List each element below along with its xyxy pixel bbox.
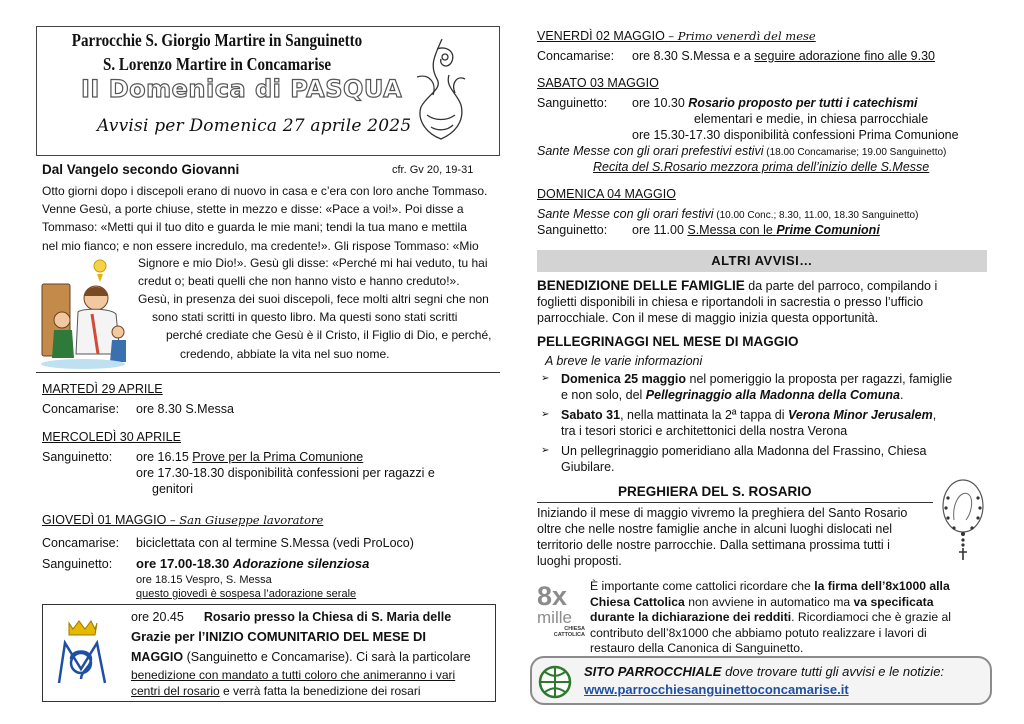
tuesday-event: ore 8.30 S.Messa xyxy=(136,402,234,416)
thursday-event-1: biciclettata con al termine S.Messa (vedi ProLoco) xyxy=(136,536,414,550)
saturday-time: ore 10.30 xyxy=(632,96,689,110)
saturday-place: Sanguinetto: xyxy=(537,96,608,110)
parish-name-2: S. Lorenzo Martire in Concamarise xyxy=(102,54,332,74)
gospel-line: Signore e mio Dio!». Gesù gli disse: «Perché mi hai veduto, tu hai xyxy=(138,256,488,270)
saturday-event-1 xyxy=(632,95,918,111)
rosary-month: MAGGIO xyxy=(131,650,184,664)
gospel-line: sono stati scritti in questo libro. Ma questi sono stati scritti xyxy=(152,310,458,325)
gospel-line: perché crediate che Gesù è il Cristo, il Figlio di Dio, e perché, xyxy=(166,328,492,343)
rosary-prayer-line: territorio delle nostre parrocchie. Dalla settimana prossima tutti i xyxy=(537,538,890,552)
family-blessing-text xyxy=(537,278,987,326)
gospel-text-wrap xyxy=(138,254,496,290)
sunday-place: Sanguinetto: xyxy=(537,223,608,237)
rosary-parishes: (Sanguinetto e Concamarise). Ci sarà la particolare xyxy=(183,650,471,664)
wednesday-event-2: ore 17.30-18.30 disponibilità confessioni per ragazzi e xyxy=(136,466,435,480)
pilgrimage-name-2: Verona Minor Jerusalem xyxy=(788,408,933,422)
website-caption xyxy=(584,664,944,680)
gospel-line: credendo, abbiate la vita nel suo nome. xyxy=(180,346,390,361)
friday-note: – Primo venerdì del mese xyxy=(668,29,816,43)
rosary-prayer-line: Iniziando il mese di maggio vivremo la preghiera del Santo Rosario xyxy=(537,506,908,520)
thursday-place-1: Concamarise: xyxy=(42,536,120,550)
8x1000-bold: durante la dichiarazione dei redditi xyxy=(590,610,792,624)
rosary-prayer-text xyxy=(537,505,933,569)
saturday-event-5: Recita del S.Rosario mezzora prima dell’inizio delle S.Messe xyxy=(593,160,930,174)
family-blessing-line: parrocchiale. Con il mese di maggio inizia questa opportunità. xyxy=(537,311,879,325)
rosary-announcement-box xyxy=(42,604,496,702)
saturday-mass-times: (18.00 Concamarise; 19.00 Sanguinetto) xyxy=(763,147,947,158)
jesus-thomas-illustration-icon xyxy=(38,254,128,370)
gospel-reference: cfr. Gv 20, 19-31 xyxy=(392,164,474,176)
list-item xyxy=(537,443,987,475)
day-heading-friday xyxy=(537,29,816,44)
wednesday-place: Sanguinetto: xyxy=(42,450,113,464)
8x1000-bold: Chiesa Cattolica xyxy=(590,594,685,609)
rosary-time: ore 20.45 xyxy=(131,610,184,624)
rosary-icon xyxy=(938,476,988,562)
other-notices-bar: ALTRI AVVISI… xyxy=(537,250,987,272)
rosary-prayer-heading: PREGHIERA DEL S. ROSARIO xyxy=(618,484,812,499)
gospel-line: nel mio fianco; e non essere incredulo, ma credente!». Gli rispose Tommaso: «Mio xyxy=(42,238,479,253)
risen-christ-icon xyxy=(407,35,477,143)
pilgrimage-text-2: , nella mattinata la 2ª tappa di xyxy=(620,408,788,422)
thursday-event-2 xyxy=(136,556,369,572)
parish-name-1: Parrocchie S. Giorgio Martire in Sanguinetto xyxy=(71,30,363,50)
sunday-masses: Sante Messe con gli orari festivi xyxy=(537,207,714,221)
friday-place: Concamarise: xyxy=(537,49,615,63)
rosary-grazie: Grazie per l’ xyxy=(131,629,206,644)
rosary-box-line-5 xyxy=(131,683,421,699)
sunday-time: ore 11.00 xyxy=(632,223,688,237)
pilgrimage-text-2b: tra i tesori storici e architettonici della nostra Verona xyxy=(561,424,848,438)
logo-chiesa: CHIESA xyxy=(564,626,585,632)
family-blessing-heading: BENEDIZIONE DELLE FAMIGLIE xyxy=(537,278,745,293)
pilgrimage-text-3b: Giubilare. xyxy=(561,460,615,474)
pilgrimage-date-2: Sabato 31 xyxy=(561,408,621,422)
wednesday-rehearsal: Prove per la Prima Comunione xyxy=(192,450,364,464)
thursday-place-2: Sanguinetto: xyxy=(42,557,113,571)
sunday-mass: S.Messa con le xyxy=(687,223,777,237)
thursday-adoration: Adorazione silenziosa xyxy=(232,556,370,571)
gospel-line: Venne Gesù, a porte chiuse, stette in mezzo e disse: «Pace a voi!». Poi disse a xyxy=(42,202,464,217)
saturday-event-3: ore 15.30-17.30 disponibilità confessioni Prima Comunione xyxy=(632,128,959,142)
8x1000-bold: va specificata xyxy=(853,594,934,609)
8x1000-line: non avviene in automatico ma xyxy=(684,594,854,609)
thursday-time: ore 17.00-18.30 xyxy=(136,556,233,571)
sunday-mass-times: (10.00 Conc.; 8.30, 11.00, 18.30 Sanguinetto) xyxy=(713,210,919,221)
rosary-box-line-3 xyxy=(131,649,471,665)
friday-mass: ore 8.30 S.Messa e a xyxy=(632,49,755,63)
rosary-box-line-4: benedizione con mandato a tutti coloro che animeranno i vari xyxy=(131,668,456,682)
thursday-date: GIOVEDÌ 01 MAGGIO xyxy=(42,513,167,527)
gospel-line: credut o; beati quelli che non hanno visto e hanno creduto!». xyxy=(138,274,460,289)
logo-cattolica: CATTOLICA xyxy=(553,632,585,638)
wednesday-event-3: genitori xyxy=(152,482,193,496)
logo-8x: 8x xyxy=(537,581,568,611)
pilgrimage-heading: PELLEGRINAGGI NEL MESE DI MAGGIO xyxy=(537,334,799,349)
8x1000-text xyxy=(590,579,987,657)
marian-monogram-icon xyxy=(51,619,113,689)
page-subtitle: Avvisi per Domenica 27 aprile 2025 xyxy=(97,116,412,136)
website-label: SITO PARROCCHIALE xyxy=(584,664,722,679)
8x1000-line: restauro della Canonica di Sanguinetto. xyxy=(590,641,804,655)
pilgrimage-list xyxy=(537,371,987,475)
friday-event xyxy=(632,48,935,64)
8x1000-line: . Ricordiamoci che è grazie al xyxy=(791,610,952,624)
page-title: II Domenica di PASQUA xyxy=(81,75,403,103)
pilgrimage-subheading: A breve le varie informazioni xyxy=(545,354,703,368)
rosary-prayer-line: luoghi proposti. xyxy=(537,554,622,568)
rosary-start: INIZIO COMUNITARIO DEL MESE DI xyxy=(205,629,426,644)
day-heading-wednesday: MERCOLEDÌ 30 APRILE xyxy=(42,430,181,444)
pilgrimage-name-1: Pellegrinaggio alla Madonna della Comuna xyxy=(645,388,901,402)
day-heading-saturday: SABATO 03 MAGGIO xyxy=(537,76,659,90)
website-description: dove trovare tutti gli avvisi e le notizie: xyxy=(721,664,945,679)
rosary-box-line-1 xyxy=(131,609,451,625)
friday-date: VENERDÌ 02 MAGGIO xyxy=(537,29,665,43)
gospel-line: Gesù, in presenza dei suoi discepoli, fece molti altri segni che non xyxy=(138,292,489,306)
sunday-first-communion: Prime Comunioni xyxy=(776,223,880,237)
logo-mille: mille xyxy=(537,608,572,627)
family-blessing-line: foglietti disponibili in chiesa e riportandoli in sacrestia o presso l’ufficio xyxy=(537,295,924,309)
8x1000-line: È importante come cattolici ricordare che xyxy=(590,579,815,593)
list-item: ➢ Domenica 25 maggio nel pomeriggio la proposta per ragazzi, famiglie e non solo, del Pellegrinaggio alla Madonna della Comuna. xyxy=(537,371,987,403)
sunday-event-2 xyxy=(632,222,880,238)
friday-adoration: seguire adorazione fino alle 9.30 xyxy=(754,49,935,63)
pilgrimage-text-1b: e non solo, del xyxy=(561,388,646,402)
gospel-heading: Dal Vangelo secondo Giovanni xyxy=(42,162,240,177)
saturday-event-2: elementari e medie, in chiesa parrocchiale xyxy=(694,112,929,126)
day-heading-sunday: DOMENICA 04 MAGGIO xyxy=(537,187,676,201)
rosary-place: Rosario presso la Chiesa di S. Maria delle xyxy=(203,610,452,624)
rosary-blessing: e verrà fatta la benedizione dei rosari xyxy=(219,684,421,698)
website-link[interactable]: www.parrocchiesanguinettoconcamarise.it xyxy=(584,682,849,697)
divider xyxy=(537,502,933,503)
thursday-event-4: questo giovedì è sospesa l’adorazione serale xyxy=(136,588,357,600)
gospel-text-top xyxy=(42,182,496,255)
globe-icon xyxy=(538,665,572,699)
divider xyxy=(36,372,500,373)
thursday-feast: – San Giuseppe lavoratore xyxy=(169,513,324,527)
list-item: ➢ Sabato 31, nella mattinata la 2ª tappa di Verona Minor Jerusalem, tra i tesori storici e architettonici della nostra Verona xyxy=(537,407,987,439)
8x1000-logo xyxy=(537,582,585,646)
rosary-centers: centri del rosario xyxy=(131,684,220,698)
8x1000-bold: la firma dell’8x1000 alla xyxy=(814,579,950,593)
pilgrimage-text-1: nel pomeriggio la proposta per ragazzi, famiglie xyxy=(686,372,953,386)
header-box xyxy=(36,26,500,156)
pilgrimage-text-3: Un pellegrinaggio pomeridiano alla Madonna del Frassino, Chiesa xyxy=(561,444,927,458)
pilgrimage-date-1: Domenica 25 maggio xyxy=(561,372,687,386)
saturday-rosary: Rosario proposto per tutti i catechismi xyxy=(688,96,918,110)
gospel-line: Otto giorni dopo i discepoli erano di nuovo in casa e c’era con loro anche Tommaso. xyxy=(42,184,488,198)
family-blessing-line: da parte del parroco, compilando i xyxy=(744,279,938,293)
wednesday-event-1 xyxy=(136,449,363,465)
rosary-box-line-2 xyxy=(131,629,426,645)
gospel-text-wrap-2 xyxy=(138,290,496,363)
parish-website-box xyxy=(530,656,992,705)
8x1000-line: contributo dell’8x1000 che abbiamo potuto realizzare i lavori di xyxy=(590,625,927,640)
gospel-line: Tommaso: «Metti qui il tuo dito e guarda le mie mani; tendi la tua mano e mettila xyxy=(42,220,467,235)
day-heading-tuesday: MARTEDÌ 29 APRILE xyxy=(42,382,163,396)
saturday-masses: Sante Messe con gli orari prefestivi estivi xyxy=(537,144,764,158)
thursday-event-3: ore 18.15 Vespro, S. Messa xyxy=(136,574,272,586)
tuesday-place: Concamarise: xyxy=(42,402,120,416)
day-heading-thursday xyxy=(42,513,323,528)
rosary-prayer-line: oltre che nelle nostre famiglie anche in alcuni luoghi dislocati nel xyxy=(537,522,893,536)
wednesday-time: ore 16.15 xyxy=(136,450,193,464)
